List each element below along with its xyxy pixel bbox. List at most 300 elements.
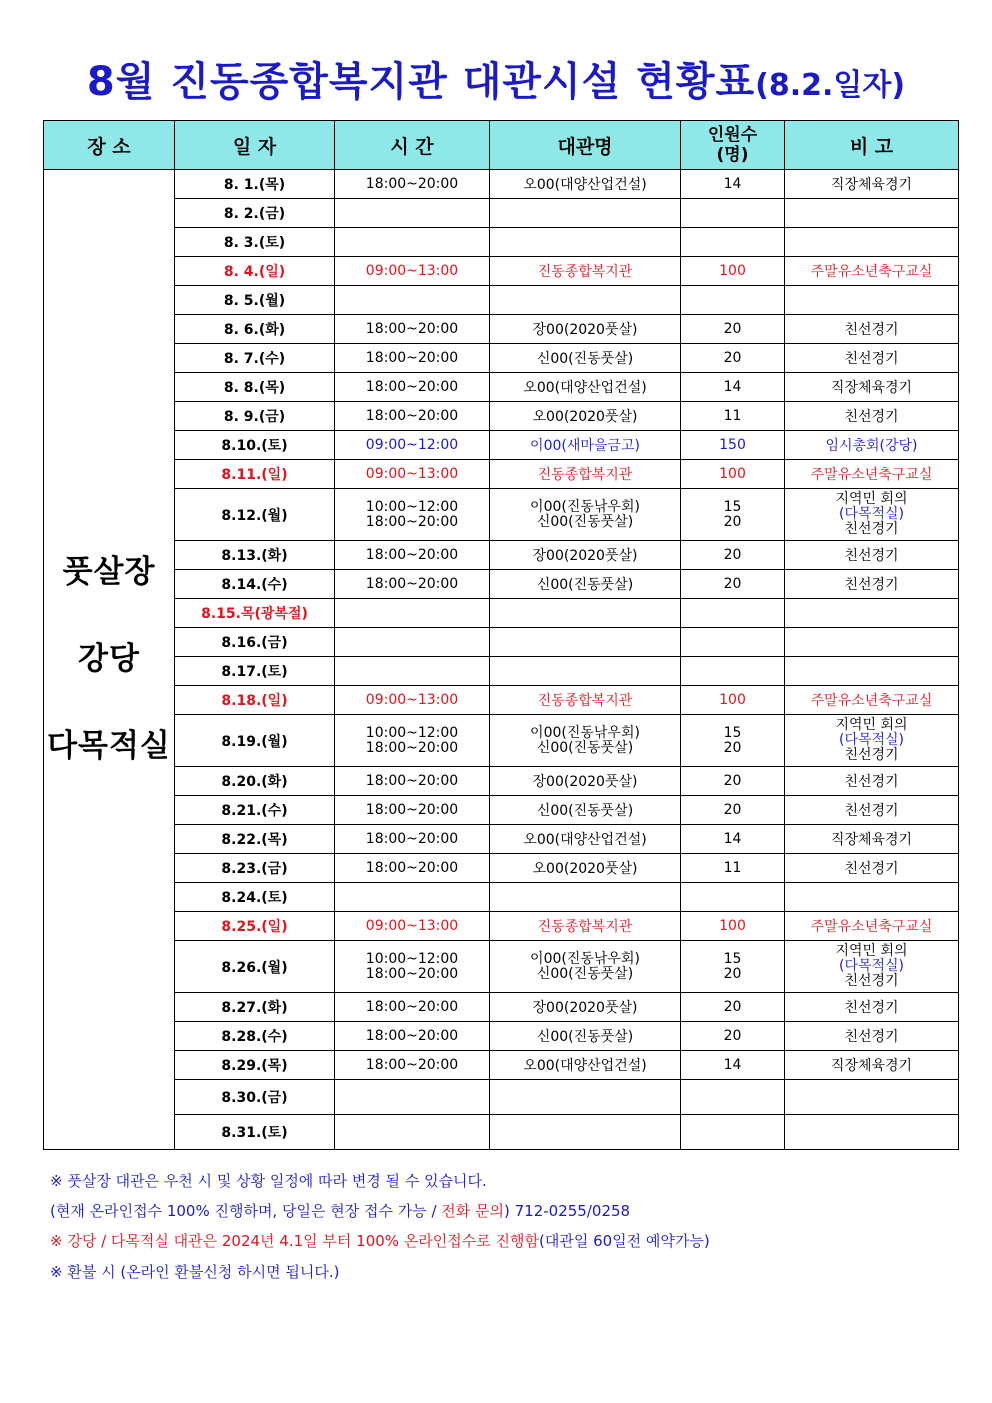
people-cell bbox=[681, 599, 785, 628]
date-cell bbox=[175, 657, 335, 686]
note-cell bbox=[785, 344, 959, 373]
time-cell-text: 10:00~12:00 bbox=[365, 950, 459, 967]
people-cell-text: 15 bbox=[723, 498, 742, 515]
rental-name-cell-text: 진동종합복지관 bbox=[537, 693, 633, 709]
date-cell-text: 8.15.목(광복절) bbox=[201, 606, 308, 622]
date-cell-text: 8.18.(일) bbox=[221, 693, 288, 709]
note-cell bbox=[785, 315, 959, 344]
table-row bbox=[44, 1080, 959, 1115]
rental-name-cell bbox=[490, 628, 681, 657]
note-cell bbox=[785, 199, 959, 228]
rental-name-cell bbox=[490, 541, 681, 570]
rental-name-cell-text: 오00(대양산업건설) bbox=[523, 1058, 647, 1074]
note-cell bbox=[785, 489, 959, 541]
people-cell bbox=[681, 941, 785, 993]
note-cell bbox=[785, 993, 959, 1022]
date-cell bbox=[175, 286, 335, 315]
table-row bbox=[44, 715, 959, 767]
date-cell-text: 8.13.(화) bbox=[221, 548, 288, 564]
note-cell bbox=[785, 257, 959, 286]
note-cell bbox=[785, 883, 959, 912]
date-cell-text: 8.30.(금) bbox=[221, 1090, 288, 1106]
rental-name-cell-text: 신00(진동풋살) bbox=[536, 513, 634, 530]
header-people-unit: (명) bbox=[716, 145, 749, 165]
rental-name-cell bbox=[490, 315, 681, 344]
note-cell-text: 친선경기 bbox=[844, 351, 899, 367]
rental-name-cell bbox=[490, 825, 681, 854]
time-cell bbox=[335, 796, 490, 825]
notice-phone-number: ) 712-0255/0258 bbox=[504, 1202, 631, 1220]
rental-name-cell bbox=[490, 344, 681, 373]
date-cell bbox=[175, 1051, 335, 1080]
header-time: 시 간 bbox=[335, 121, 490, 170]
people-cell-text: 14 bbox=[723, 176, 742, 192]
note-cell bbox=[785, 1022, 959, 1051]
header-date: 일 자 bbox=[175, 121, 335, 170]
table-row bbox=[44, 257, 959, 286]
note-cell-text: 지역민 회의 bbox=[835, 717, 908, 733]
time-cell-text: 18:00~20:00 bbox=[365, 802, 459, 818]
rental-name-cell bbox=[490, 1115, 681, 1150]
date-cell bbox=[175, 854, 335, 883]
people-cell bbox=[681, 431, 785, 460]
rental-name-cell bbox=[490, 912, 681, 941]
note-cell bbox=[785, 715, 959, 767]
notice-hall-text: ※ 강당 / 다목적실 대관은 2024년 4.1일 부터 100% 온라인접수로 진행함 bbox=[50, 1232, 539, 1250]
time-cell-text: 18:00~20:00 bbox=[365, 739, 459, 756]
time-cell-text: 18:00~20:00 bbox=[365, 513, 459, 530]
time-cell bbox=[335, 431, 490, 460]
note-cell-text: 직장체육경기 bbox=[830, 380, 913, 396]
rental-name-cell bbox=[490, 1022, 681, 1051]
notice-hall-online bbox=[50, 1230, 710, 1251]
note-cell-text: 친선경기 bbox=[844, 548, 899, 564]
note-cell bbox=[785, 599, 959, 628]
time-cell bbox=[335, 489, 490, 541]
table-row bbox=[44, 460, 959, 489]
people-cell-text: 150 bbox=[719, 437, 746, 453]
people-cell bbox=[681, 825, 785, 854]
table-row bbox=[44, 883, 959, 912]
time-cell bbox=[335, 854, 490, 883]
date-cell bbox=[175, 199, 335, 228]
time-cell-text: 18:00~20:00 bbox=[365, 999, 459, 1015]
rental-name-cell-text: 신00(진동풋살) bbox=[536, 803, 634, 819]
time-cell-text: 18:00~20:00 bbox=[365, 576, 459, 592]
schedule-body bbox=[44, 170, 959, 1150]
rental-name-cell-text: 신00(진동풋살) bbox=[536, 739, 634, 756]
time-cell bbox=[335, 228, 490, 257]
people-cell bbox=[681, 1022, 785, 1051]
time-cell-text: 18:00~20:00 bbox=[365, 321, 459, 337]
note-cell bbox=[785, 796, 959, 825]
time-cell bbox=[335, 657, 490, 686]
people-cell bbox=[681, 686, 785, 715]
note-cell-text: 친선경기 bbox=[844, 577, 899, 593]
date-cell-text: 8. 4.(일) bbox=[223, 264, 286, 280]
rental-name-cell-text: 오00(대양산업건설) bbox=[523, 177, 647, 193]
table-row bbox=[44, 373, 959, 402]
note-cell bbox=[785, 541, 959, 570]
table-row bbox=[44, 767, 959, 796]
place-cell bbox=[44, 170, 175, 1150]
place-name: 다목적실 bbox=[47, 728, 171, 764]
note-cell bbox=[785, 1051, 959, 1080]
date-cell bbox=[175, 825, 335, 854]
table-row bbox=[44, 402, 959, 431]
people-cell-text: 15 bbox=[723, 724, 742, 741]
rental-name-cell bbox=[490, 854, 681, 883]
date-cell-text: 8. 5.(월) bbox=[223, 293, 286, 309]
time-cell bbox=[335, 257, 490, 286]
people-cell-text: 14 bbox=[723, 831, 742, 847]
time-cell-text: 18:00~20:00 bbox=[365, 350, 459, 366]
table-row bbox=[44, 993, 959, 1022]
rental-name-cell-text: 장00(2020풋살) bbox=[532, 1000, 638, 1016]
date-cell-text: 8. 9.(금) bbox=[223, 409, 286, 425]
rental-name-cell bbox=[490, 402, 681, 431]
people-cell bbox=[681, 257, 785, 286]
note-cell bbox=[785, 628, 959, 657]
time-cell bbox=[335, 1115, 490, 1150]
date-cell-text: 8.19.(월) bbox=[221, 733, 288, 750]
people-cell-text: 20 bbox=[723, 547, 742, 563]
note-cell bbox=[785, 373, 959, 402]
people-cell-text: 20 bbox=[723, 965, 742, 982]
people-cell-text: 20 bbox=[723, 350, 742, 366]
time-cell-text: 18:00~20:00 bbox=[365, 408, 459, 424]
note-cell-text: 친선경기 bbox=[844, 1029, 899, 1045]
people-cell bbox=[681, 489, 785, 541]
rental-name-cell bbox=[490, 883, 681, 912]
time-cell-text: 18:00~20:00 bbox=[365, 176, 459, 192]
time-cell bbox=[335, 912, 490, 941]
note-cell-text: 직장체육경기 bbox=[830, 177, 913, 193]
people-cell bbox=[681, 1115, 785, 1150]
rental-name-cell bbox=[490, 1051, 681, 1080]
table-row bbox=[44, 1022, 959, 1051]
people-cell bbox=[681, 1051, 785, 1080]
date-cell-text: 8.26.(월) bbox=[221, 959, 288, 976]
date-cell-text: 8.23.(금) bbox=[221, 861, 288, 877]
time-cell bbox=[335, 1051, 490, 1080]
rental-name-cell bbox=[490, 228, 681, 257]
people-cell bbox=[681, 993, 785, 1022]
note-cell bbox=[785, 460, 959, 489]
date-cell bbox=[175, 228, 335, 257]
people-cell bbox=[681, 541, 785, 570]
rental-name-cell bbox=[490, 199, 681, 228]
rental-name-cell bbox=[490, 257, 681, 286]
note-cell bbox=[785, 286, 959, 315]
time-cell-text: 10:00~12:00 bbox=[365, 498, 459, 515]
table-row bbox=[44, 796, 959, 825]
header-row bbox=[44, 121, 959, 170]
time-cell-text: 18:00~20:00 bbox=[365, 547, 459, 563]
people-cell bbox=[681, 796, 785, 825]
table-row bbox=[44, 628, 959, 657]
table-row bbox=[44, 570, 959, 599]
rental-name-cell-text: 이00(새마을금고) bbox=[530, 438, 640, 454]
header-rental-name: 대관명 bbox=[490, 121, 681, 170]
time-cell bbox=[335, 373, 490, 402]
rental-name-cell bbox=[490, 686, 681, 715]
time-cell bbox=[335, 941, 490, 993]
people-cell bbox=[681, 1080, 785, 1115]
page-title bbox=[0, 50, 992, 107]
time-cell bbox=[335, 570, 490, 599]
note-cell bbox=[785, 1080, 959, 1115]
table-row bbox=[44, 431, 959, 460]
date-cell-text: 8.22.(목) bbox=[221, 832, 288, 848]
time-cell-text: 18:00~20:00 bbox=[365, 1057, 459, 1073]
rental-name-cell bbox=[490, 715, 681, 767]
people-cell bbox=[681, 883, 785, 912]
date-cell-text: 8.16.(금) bbox=[221, 635, 288, 651]
time-cell-text: 18:00~20:00 bbox=[365, 773, 459, 789]
note-cell-text: 친선경기 bbox=[844, 747, 899, 763]
people-cell bbox=[681, 228, 785, 257]
people-cell-text: 14 bbox=[723, 379, 742, 395]
date-cell bbox=[175, 883, 335, 912]
people-cell bbox=[681, 628, 785, 657]
date-cell-text: 8.24.(토) bbox=[221, 890, 288, 906]
note-cell-text: 직장체육경기 bbox=[830, 1058, 913, 1074]
time-cell-text: 18:00~20:00 bbox=[365, 860, 459, 876]
notice-refund: ※ 환불 시 (온라인 환불신청 하시면 됩니다.) bbox=[50, 1263, 340, 1281]
rental-name-cell-text: 이00(진동낚우회) bbox=[530, 498, 640, 515]
note-cell bbox=[785, 854, 959, 883]
place-list bbox=[44, 529, 174, 790]
rental-name-cell-text: 신00(진동풋살) bbox=[536, 351, 634, 367]
note-cell-text: 직장체육경기 bbox=[830, 832, 913, 848]
time-cell-text: 09:00~13:00 bbox=[365, 692, 459, 708]
note-cell bbox=[785, 912, 959, 941]
rental-name-cell-text: 장00(2020풋살) bbox=[532, 774, 638, 790]
rental-name-cell bbox=[490, 570, 681, 599]
rental-name-cell-text: 오00(2020풋살) bbox=[532, 409, 638, 425]
rental-name-cell-text: 오00(대양산업건설) bbox=[523, 380, 647, 396]
date-cell bbox=[175, 170, 335, 199]
rental-name-cell-text: 장00(2020풋살) bbox=[532, 548, 638, 564]
table-row bbox=[44, 825, 959, 854]
time-cell bbox=[335, 883, 490, 912]
date-cell-text: 8. 1.(목) bbox=[223, 177, 286, 193]
date-cell-text: 8.25.(일) bbox=[221, 919, 288, 935]
note-cell-text: 주말유소년축구교실 bbox=[810, 693, 933, 709]
note-cell-text: (다목적실) bbox=[838, 732, 905, 748]
time-cell-text: 18:00~20:00 bbox=[365, 379, 459, 395]
people-cell-text: 14 bbox=[723, 1057, 742, 1073]
people-cell-text: 20 bbox=[723, 999, 742, 1015]
date-cell bbox=[175, 1080, 335, 1115]
note-cell-text: 친선경기 bbox=[844, 1000, 899, 1016]
time-cell-text: 09:00~12:00 bbox=[365, 437, 459, 453]
people-cell-text: 20 bbox=[723, 802, 742, 818]
date-cell bbox=[175, 257, 335, 286]
date-cell-text: 8.29.(목) bbox=[221, 1058, 288, 1074]
time-cell bbox=[335, 993, 490, 1022]
date-cell-text: 8. 2.(금) bbox=[223, 206, 286, 222]
date-cell-text: 8.20.(화) bbox=[221, 774, 288, 790]
rental-name-cell bbox=[490, 170, 681, 199]
date-cell bbox=[175, 1022, 335, 1051]
note-cell bbox=[785, 431, 959, 460]
people-cell bbox=[681, 170, 785, 199]
time-cell bbox=[335, 1080, 490, 1115]
people-cell-text: 100 bbox=[719, 692, 746, 708]
time-cell bbox=[335, 686, 490, 715]
rental-name-cell-text: 진동종합복지관 bbox=[537, 264, 633, 280]
date-cell bbox=[175, 315, 335, 344]
time-cell-text: 18:00~20:00 bbox=[365, 831, 459, 847]
time-cell-text: 18:00~20:00 bbox=[365, 1028, 459, 1044]
note-cell bbox=[785, 941, 959, 993]
people-cell bbox=[681, 286, 785, 315]
date-cell bbox=[175, 431, 335, 460]
people-cell bbox=[681, 570, 785, 599]
time-cell-text: 09:00~13:00 bbox=[365, 918, 459, 934]
time-cell bbox=[335, 541, 490, 570]
note-cell-text: 친선경기 bbox=[844, 774, 899, 790]
people-cell bbox=[681, 460, 785, 489]
table-row bbox=[44, 854, 959, 883]
people-cell-text: 100 bbox=[719, 918, 746, 934]
notice-online-booking bbox=[50, 1200, 630, 1221]
note-cell-text: 주말유소년축구교실 bbox=[810, 467, 933, 483]
time-cell bbox=[335, 599, 490, 628]
time-cell bbox=[335, 315, 490, 344]
people-cell-text: 100 bbox=[719, 263, 746, 279]
time-cell bbox=[335, 1022, 490, 1051]
notice-futsal-weather: ※ 풋살장 대관은 우천 시 및 상황 일정에 따라 변경 될 수 있습니다. bbox=[50, 1172, 487, 1190]
note-cell-text: 친선경기 bbox=[844, 521, 899, 537]
note-cell-text: 친선경기 bbox=[844, 861, 899, 877]
note-cell-text: 친선경기 bbox=[844, 973, 899, 989]
date-cell-text: 8.14.(수) bbox=[221, 577, 288, 593]
rental-name-cell bbox=[490, 286, 681, 315]
notice-hall-advance: (대관일 60일전 예약가능) bbox=[539, 1232, 710, 1250]
note-cell bbox=[785, 1115, 959, 1150]
table-row bbox=[44, 1115, 959, 1150]
schedule-table bbox=[43, 120, 959, 1150]
date-cell bbox=[175, 402, 335, 431]
date-cell-text: 8.31.(토) bbox=[221, 1125, 288, 1141]
rental-name-cell-text: 신00(진동풋살) bbox=[536, 965, 634, 982]
date-cell bbox=[175, 767, 335, 796]
table-row bbox=[44, 599, 959, 628]
people-cell-text: 11 bbox=[723, 408, 742, 424]
note-cell-text: 친선경기 bbox=[844, 409, 899, 425]
note-cell bbox=[785, 825, 959, 854]
time-cell bbox=[335, 460, 490, 489]
note-cell-text: 지역민 회의 bbox=[835, 943, 908, 959]
title-main: 8월 진동종합복지관 대관시설 현황표 bbox=[86, 59, 756, 105]
time-cell-text: 09:00~13:00 bbox=[365, 263, 459, 279]
rental-name-cell-text: 진동종합복지관 bbox=[537, 467, 633, 483]
people-cell bbox=[681, 715, 785, 767]
date-cell bbox=[175, 796, 335, 825]
date-cell bbox=[175, 628, 335, 657]
date-cell-text: 8. 8.(목) bbox=[223, 380, 286, 396]
table-row bbox=[44, 170, 959, 199]
date-cell bbox=[175, 1115, 335, 1150]
notice-phone-label: 전화 문의 bbox=[441, 1202, 505, 1220]
people-cell bbox=[681, 402, 785, 431]
rental-name-cell bbox=[490, 941, 681, 993]
table-row bbox=[44, 344, 959, 373]
time-cell bbox=[335, 286, 490, 315]
table-row bbox=[44, 686, 959, 715]
rental-name-cell bbox=[490, 489, 681, 541]
table-row bbox=[44, 286, 959, 315]
note-cell-text: 주말유소년축구교실 bbox=[810, 264, 933, 280]
time-cell-text: 18:00~20:00 bbox=[365, 965, 459, 982]
table-row bbox=[44, 657, 959, 686]
rental-name-cell-text: 신00(진동풋살) bbox=[536, 1029, 634, 1045]
table-row bbox=[44, 228, 959, 257]
date-cell bbox=[175, 373, 335, 402]
date-cell bbox=[175, 715, 335, 767]
rental-name-cell-text: 이00(진동낚우회) bbox=[530, 724, 640, 741]
date-cell bbox=[175, 489, 335, 541]
note-cell bbox=[785, 767, 959, 796]
notice-online-text: (현재 온라인접수 100% 진행하며, 당일은 현장 접수 가능 / bbox=[50, 1202, 442, 1220]
people-cell-text: 20 bbox=[723, 739, 742, 756]
table-row bbox=[44, 199, 959, 228]
people-cell-text: 20 bbox=[723, 576, 742, 592]
rental-name-cell bbox=[490, 1080, 681, 1115]
table-row bbox=[44, 941, 959, 993]
time-cell bbox=[335, 344, 490, 373]
date-cell-text: 8.28.(수) bbox=[221, 1029, 288, 1045]
date-cell-text: 8.21.(수) bbox=[221, 803, 288, 819]
date-cell bbox=[175, 570, 335, 599]
rental-name-cell-text: 신00(진동풋살) bbox=[536, 577, 634, 593]
header-place: 장 소 bbox=[44, 121, 175, 170]
place-name: 풋살장 bbox=[62, 554, 156, 590]
note-cell-text: 주말유소년축구교실 bbox=[810, 919, 933, 935]
rental-name-cell-text: 진동종합복지관 bbox=[537, 919, 633, 935]
people-cell bbox=[681, 199, 785, 228]
rental-name-cell bbox=[490, 599, 681, 628]
date-cell bbox=[175, 686, 335, 715]
date-cell-text: 8. 3.(토) bbox=[223, 235, 286, 251]
rental-name-cell-text: 오00(대양산업건설) bbox=[523, 832, 647, 848]
date-cell-text: 8. 6.(화) bbox=[223, 322, 286, 338]
note-cell-text: 임시총회(강당) bbox=[825, 438, 918, 454]
title-date: (8.2.일자) bbox=[755, 68, 906, 103]
note-cell-text: 지역민 회의 bbox=[835, 491, 908, 507]
people-cell-text: 11 bbox=[723, 860, 742, 876]
date-cell-text: 8.17.(토) bbox=[221, 664, 288, 680]
date-cell-text: 8. 7.(수) bbox=[223, 351, 286, 367]
time-cell bbox=[335, 628, 490, 657]
time-cell bbox=[335, 767, 490, 796]
rental-name-cell bbox=[490, 993, 681, 1022]
date-cell bbox=[175, 344, 335, 373]
rental-name-cell-text: 장00(2020풋살) bbox=[532, 322, 638, 338]
time-cell bbox=[335, 402, 490, 431]
note-cell bbox=[785, 570, 959, 599]
people-cell bbox=[681, 373, 785, 402]
note-cell bbox=[785, 170, 959, 199]
rental-name-cell bbox=[490, 460, 681, 489]
rental-name-cell bbox=[490, 657, 681, 686]
people-cell-text: 20 bbox=[723, 513, 742, 530]
time-cell bbox=[335, 170, 490, 199]
table-row bbox=[44, 912, 959, 941]
